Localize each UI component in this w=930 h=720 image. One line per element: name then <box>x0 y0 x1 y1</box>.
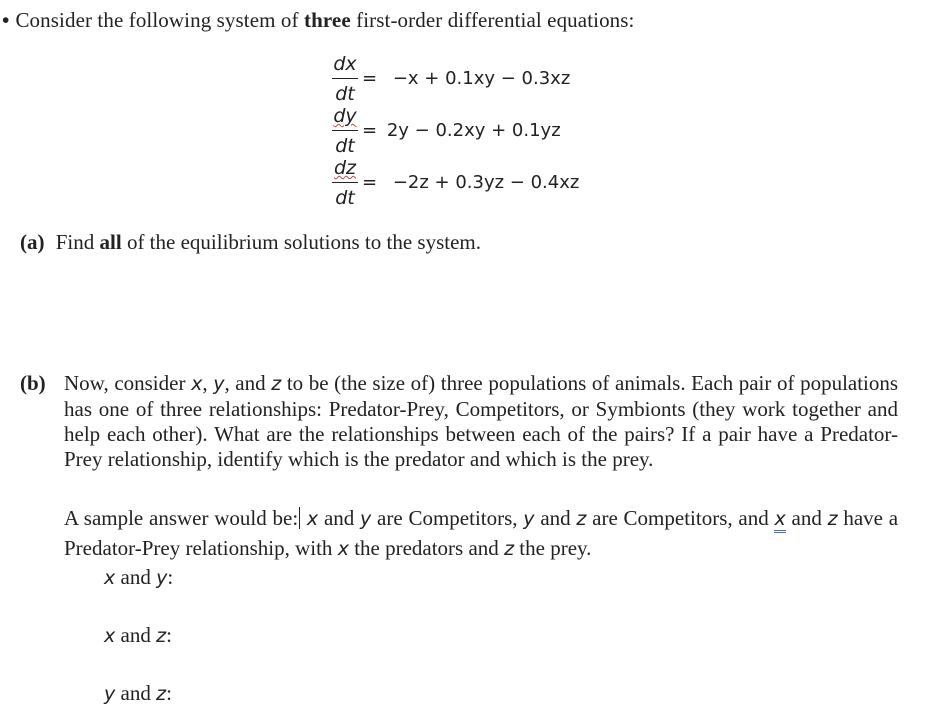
pair-colon: : <box>166 681 172 705</box>
fraction-bar <box>332 130 358 131</box>
equals-sign: = <box>362 172 378 193</box>
pair-and: and <box>120 565 151 589</box>
pair-var: z <box>156 683 167 705</box>
fraction-numerator: dz <box>333 157 357 179</box>
fraction-denominator: dt <box>335 83 355 105</box>
sample-text: the prey. <box>519 536 592 560</box>
fraction-bar <box>332 182 358 183</box>
rhs-expression: −x + 0.1xy − 0.3xz <box>392 68 571 89</box>
var-z: z <box>271 373 282 395</box>
pair-colon: : <box>167 565 174 589</box>
var-z: z <box>576 508 587 530</box>
sample-lead: A sample answer would be: <box>64 506 299 530</box>
pair-var: x <box>104 567 116 589</box>
sample-text: are Competitors, <box>377 506 518 530</box>
sample-text: are Competitors, and <box>592 506 769 530</box>
part-a-text-before: Find <box>55 230 95 254</box>
fraction-bar <box>332 78 358 79</box>
sample-and: and <box>323 506 355 530</box>
intro-text-after: first-order differential equations: <box>356 8 635 32</box>
sample-and: and <box>540 506 571 530</box>
sample-text: have a Predator-Prey relationship, with <box>64 506 899 560</box>
derivative-dy-dt <box>332 104 358 158</box>
answer-pair-x-z <box>104 623 172 648</box>
part-b-label: (b) <box>20 371 46 395</box>
equals-sign: = <box>362 68 378 89</box>
pair-var: z <box>156 625 167 647</box>
part-a-label: (a) <box>20 230 45 254</box>
intro-line <box>2 8 634 33</box>
part-a <box>20 230 481 255</box>
p1-and: and <box>235 371 266 395</box>
p1-lead: Now, consider <box>64 371 186 395</box>
var-y: y <box>213 373 225 395</box>
part-a-bold-word: all <box>99 230 122 254</box>
rhs-expression: −2z + 0.3yz − 0.4xz <box>392 172 580 193</box>
p1-rest: to be (the size of) three populations of animals. Each pair of populations has one of three relationships: Predator-Prey, Competitors, or Symbionts (they work together and help each other). What are the relationships between each of the pairs? If a pair have a Predator-Prey relationship, identify which is the predator and which is the prey. <box>64 371 899 471</box>
fraction-denominator: dt <box>335 187 355 209</box>
pair-var: x <box>104 625 116 647</box>
pair-and: and <box>120 681 151 705</box>
var-y: y <box>523 508 535 530</box>
part-b-paragraph: Now, consider x, y, and z to be (the size of) three populations of animals. Each pair of populations has one of three relationships: Predator-Prey, Competitors, or Symbionts (they work together and help each other). What are the relationships between each of the pairs? If a pair have a Predator-Prey relationship, identify which is the predator and which is the prey. <box>64 371 899 471</box>
pair-var: y <box>104 683 116 705</box>
part-a-text-after: of the equilibrium solutions to the system. <box>126 230 481 254</box>
sample-and: and <box>791 506 822 530</box>
answer-pair-y-z <box>104 681 172 706</box>
var-x: x <box>774 508 785 533</box>
sample-answer <box>64 504 898 564</box>
var-x: x <box>337 538 349 560</box>
var-x: x <box>306 508 319 530</box>
fraction-numerator: dx <box>333 53 357 75</box>
equation-rhs <box>362 120 561 141</box>
intro-bold-word: three <box>304 8 351 32</box>
pair-and: and <box>120 623 151 647</box>
var-x: x <box>191 373 203 395</box>
pair-var: y <box>156 567 168 589</box>
var-y: y <box>360 508 372 530</box>
answer-pair-x-y <box>104 565 173 590</box>
derivative-dx-dt <box>332 52 358 106</box>
fraction-numerator: dy <box>333 105 357 127</box>
var-z: z <box>827 508 838 530</box>
equals-sign: = <box>362 120 378 141</box>
derivative-dz-dt <box>332 156 358 210</box>
rhs-expression: 2y − 0.2xy + 0.1yz <box>386 120 561 141</box>
intro-text-before: Consider the following system of <box>15 8 299 32</box>
equation-rhs <box>362 172 579 193</box>
pair-colon: : <box>166 623 172 647</box>
equation-rhs <box>362 68 570 89</box>
var-z: z <box>504 538 515 560</box>
fraction-denominator: dt <box>335 135 355 157</box>
text-cursor <box>299 507 300 529</box>
sample-text: the predators and <box>354 536 499 560</box>
bullet: • <box>2 8 10 32</box>
